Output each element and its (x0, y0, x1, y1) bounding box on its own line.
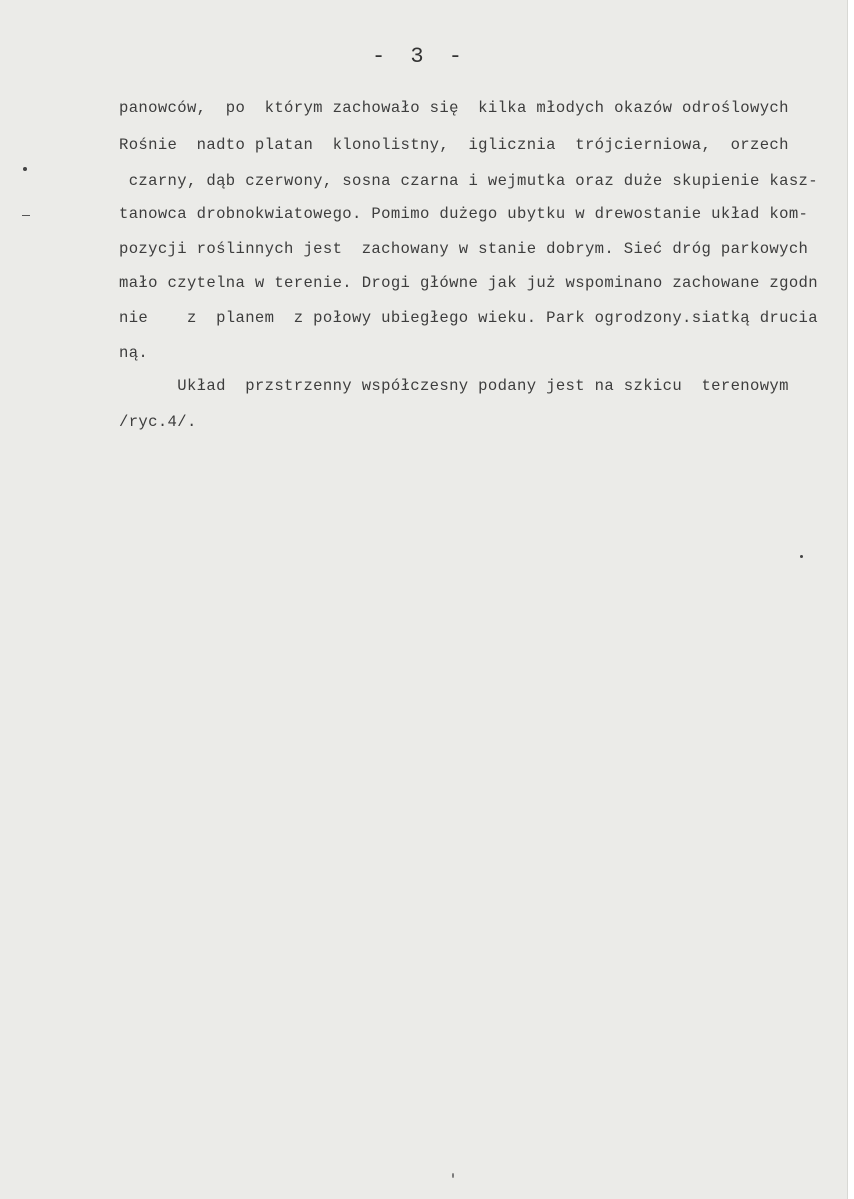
paper-mark (23, 167, 27, 171)
text-line: Układ przstrzenny współczesny podany jest na szkicu terenowym (119, 377, 789, 395)
text-line: mało czytelna w terenie. Drogi główne jak już wspominano zachowane zgodn (119, 274, 818, 292)
text-line: tanowca drobnokwiatowego. Pomimo dużego ubytku w drewostanie układ kom- (119, 205, 809, 223)
text-line: Rośnie nadto platan klonolistny, iglicznia trójcierniowa, orzech (119, 136, 789, 154)
text-line: ną. (119, 344, 149, 362)
text-line: czarny, dąb czerwony, sosna czarna i wejmutka oraz duże skupienie kasz- (119, 172, 818, 190)
text-line: nie z planem z połowy ubiegłego wieku. Park ogrodzony.siatką drucia (119, 309, 818, 327)
page-number: - 3 - (371, 44, 468, 69)
paper-mark (800, 555, 803, 558)
text-line: pozycji roślinnych jest zachowany w stanie dobrym. Sieć dróg parkowych (119, 240, 809, 258)
text-line: panowców, po którym zachowało się kilka młodych okazów odroślowych (119, 99, 789, 117)
paper-mark (452, 1173, 454, 1178)
paper-mark (22, 215, 30, 216)
text-line: /ryc.4/. (119, 413, 197, 431)
